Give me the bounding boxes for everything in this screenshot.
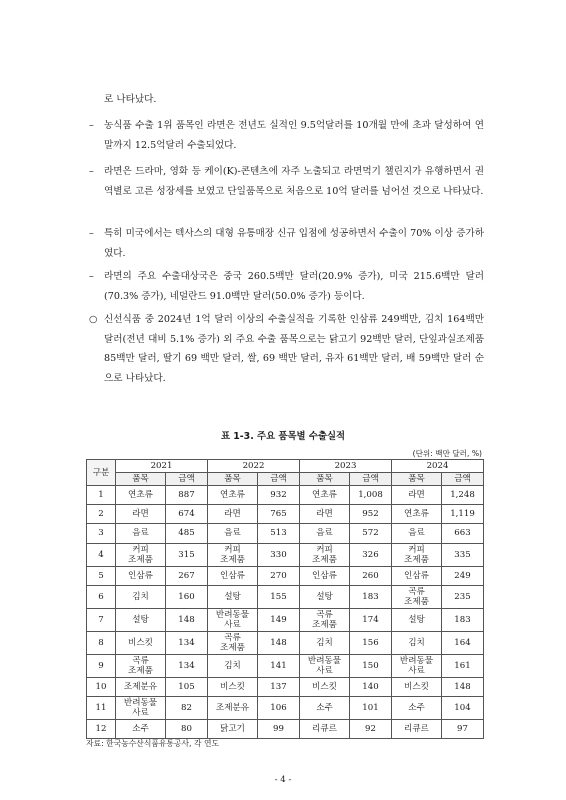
column-header-item: 품목 (116, 473, 166, 486)
amount-cell: 148 (442, 677, 484, 696)
dash-marker: – (89, 120, 94, 131)
table-row (87, 696, 484, 719)
rank-cell: 12 (87, 719, 116, 738)
rank-cell: 3 (87, 524, 116, 543)
amount-cell: 155 (258, 585, 300, 608)
paragraph-ramen-destinations: 라면의 주요 수출대상국은 중국 260.5백만 달러(20.9% 증가), 미국 215.6백만 달러(70.3% 증가), 네덜란드 91.0백만 달러(50.0% 증가) 등이다. (104, 271, 484, 302)
amount-cell: 174 (350, 608, 392, 631)
item-name-cell: 설탕 (116, 608, 166, 631)
amount-cell: 249 (442, 566, 484, 585)
item-name-cell: 리큐르 (300, 719, 350, 738)
amount-cell: 148 (166, 608, 208, 631)
item-name-cell: 라면 (392, 486, 442, 505)
item-name-cell: 설탕 (300, 585, 350, 608)
item-name-cell: 음료 (208, 524, 258, 543)
amount-cell: 134 (166, 654, 208, 677)
rank-cell: 2 (87, 505, 116, 524)
item-name-cell: 비스킷 (208, 677, 258, 696)
table-source: 자료: 한국농수산식품유통공사, 각 연도 (86, 739, 220, 748)
dash-marker: – (89, 271, 94, 282)
item-name-cell: 인삼류 (208, 566, 258, 585)
item-name-cell: 커피 조제품 (208, 543, 258, 566)
amount-cell: 104 (442, 696, 484, 719)
item-name-cell: 연초류 (208, 486, 258, 505)
amount-cell: 101 (350, 696, 392, 719)
table-row (87, 566, 484, 585)
item-name-cell: 닭고기 (208, 719, 258, 738)
amount-cell: 183 (350, 585, 392, 608)
circle-marker: ○ (89, 314, 98, 325)
rank-cell: 4 (87, 543, 116, 566)
amount-cell: 952 (350, 505, 392, 524)
rank-cell: 7 (87, 608, 116, 631)
rank-cell: 1 (87, 486, 116, 505)
item-name-cell: 소주 (300, 696, 350, 719)
amount-cell: 99 (258, 719, 300, 738)
table-body (87, 486, 484, 739)
amount-cell: 106 (258, 696, 300, 719)
column-header-amount: 금액 (258, 473, 300, 486)
column-header-amount: 금액 (166, 473, 208, 486)
amount-cell: 141 (258, 654, 300, 677)
amount-cell: 82 (166, 696, 208, 719)
amount-cell: 156 (350, 631, 392, 654)
item-name-cell: 설탕 (392, 608, 442, 631)
rank-cell: 9 (87, 654, 116, 677)
item-name-cell: 음료 (392, 524, 442, 543)
item-name-cell: 소주 (116, 719, 166, 738)
rank-cell: 5 (87, 566, 116, 585)
column-header-amount: 금액 (350, 473, 392, 486)
rank-cell: 6 (87, 585, 116, 608)
amount-cell: 134 (166, 631, 208, 654)
amount-cell: 80 (166, 719, 208, 738)
item-name-cell: 김치 (116, 585, 166, 608)
rank-cell: 11 (87, 696, 116, 719)
paragraph-continuation: 로 나타났다. (104, 94, 157, 105)
item-name-cell: 소주 (392, 696, 442, 719)
table-row (87, 654, 484, 677)
table-row (87, 631, 484, 654)
amount-cell: 161 (442, 654, 484, 677)
amount-cell: 572 (350, 524, 392, 543)
amount-cell: 765 (258, 505, 300, 524)
amount-cell: 1,008 (350, 486, 392, 505)
item-name-cell: 인삼류 (300, 566, 350, 585)
amount-cell: 315 (166, 543, 208, 566)
item-name-cell: 비스킷 (392, 677, 442, 696)
year-header: 2024 (392, 460, 484, 473)
amount-cell: 137 (258, 677, 300, 696)
amount-cell: 260 (350, 566, 392, 585)
item-name-cell: 김치 (392, 631, 442, 654)
amount-cell: 326 (350, 543, 392, 566)
item-name-cell: 반려동물 사료 (116, 696, 166, 719)
item-name-cell: 반려동물 사료 (392, 654, 442, 677)
rank-cell: 8 (87, 631, 116, 654)
item-name-cell: 인삼류 (116, 566, 166, 585)
rank-cell: 10 (87, 677, 116, 696)
item-name-cell: 인삼류 (392, 566, 442, 585)
item-name-cell: 커피 조제품 (392, 543, 442, 566)
table-unit: (단위: 백만 달러, %) (412, 449, 482, 458)
amount-cell: 330 (258, 543, 300, 566)
column-header-item: 품목 (300, 473, 350, 486)
amount-cell: 235 (442, 585, 484, 608)
column-header-item: 품목 (208, 473, 258, 486)
amount-cell: 105 (166, 677, 208, 696)
table-row (87, 486, 484, 505)
amount-cell: 148 (258, 631, 300, 654)
amount-cell: 335 (442, 543, 484, 566)
column-header-amount: 금액 (442, 473, 484, 486)
item-name-cell: 조제분유 (208, 696, 258, 719)
amount-cell: 1,119 (442, 505, 484, 524)
page-number: - 4 - (274, 775, 292, 785)
table-row (87, 543, 484, 566)
amount-cell: 513 (258, 524, 300, 543)
amount-cell: 932 (258, 486, 300, 505)
amount-cell: 267 (166, 566, 208, 585)
paragraph-ramen-export: 농식품 수출 1위 품목인 라면은 전년도 실적인 9.5억달러를 10개월 만에 초과 달성하여 연말까지 12.5억달러 수출되었다. (104, 120, 484, 151)
amount-cell: 887 (166, 486, 208, 505)
item-name-cell: 곡류 조제품 (208, 631, 258, 654)
table-corner-label: 구분 (87, 460, 116, 486)
item-name-cell: 비스킷 (116, 631, 166, 654)
paragraph-us-texas: 특히 미국에서는 텍사스의 대형 유통매장 신규 입점에 성공하면서 수출이 70% 이상 증가하였다. (104, 228, 484, 259)
column-header-item: 품목 (392, 473, 442, 486)
table-row (87, 677, 484, 696)
amount-cell: 1,248 (442, 486, 484, 505)
item-name-cell: 커피 조제품 (300, 543, 350, 566)
table-row (87, 524, 484, 543)
dash-marker: – (89, 228, 94, 239)
paragraph-ramen-kcontent: 라면은 드라마, 영화 등 케이(K)-콘텐츠에 자주 노출되고 라면먹기 챌린지가 유행하면서 권역별로 고른 성장세를 보였고 단일품목으로 처음으로 10억 달러를 넘어선 것으로 나타났다. (104, 166, 484, 197)
amount-cell: 663 (442, 524, 484, 543)
item-name-cell: 음료 (300, 524, 350, 543)
amount-cell: 97 (442, 719, 484, 738)
table-row (87, 608, 484, 631)
table-title: 표 1-3. 주요 품목별 수출실적 (220, 431, 346, 442)
item-name-cell: 라면 (300, 505, 350, 524)
dash-marker: – (89, 166, 94, 177)
year-header: 2022 (208, 460, 300, 473)
item-name-cell: 연초류 (116, 486, 166, 505)
item-name-cell: 라면 (116, 505, 166, 524)
item-name-cell: 곡류 조제품 (300, 608, 350, 631)
amount-cell: 270 (258, 566, 300, 585)
item-name-cell: 조제분유 (116, 677, 166, 696)
item-name-cell: 연초류 (392, 505, 442, 524)
item-name-cell: 반려동물 사료 (300, 654, 350, 677)
amount-cell: 92 (350, 719, 392, 738)
amount-cell: 164 (442, 631, 484, 654)
amount-cell: 674 (166, 505, 208, 524)
paragraph-fresh-food: 신선식품 중 2024년 1억 달러 이상의 수출실적을 기록한 인삼류 249백만, 김치 164백만 달러(전년 대비 5.1% 증가) 외 주요 수출 품목으로는 닭고기 92백만 달러, 단잎과실조제품 85백만 달러, 딸기 69 백만 달러, 쌀, 69 백만 달러, 유자 61백만 달러, 배 59백만 달러 순으로 나타났다. (104, 314, 484, 384)
amount-cell: 160 (166, 585, 208, 608)
amount-cell: 140 (350, 677, 392, 696)
item-name-cell: 라면 (208, 505, 258, 524)
item-name-cell: 커피 조제품 (116, 543, 166, 566)
item-name-cell: 반려동물 사료 (208, 608, 258, 631)
table-row (87, 585, 484, 608)
item-name-cell: 곡류 조제품 (116, 654, 166, 677)
export-table (86, 459, 484, 739)
table-row (87, 719, 484, 738)
year-header: 2021 (116, 460, 208, 473)
amount-cell: 149 (258, 608, 300, 631)
table-row (87, 505, 484, 524)
year-header: 2023 (300, 460, 392, 473)
item-name-cell: 설탕 (208, 585, 258, 608)
amount-cell: 183 (442, 608, 484, 631)
item-name-cell: 리큐르 (392, 719, 442, 738)
amount-cell: 485 (166, 524, 208, 543)
item-name-cell: 음료 (116, 524, 166, 543)
item-name-cell: 김치 (208, 654, 258, 677)
amount-cell: 150 (350, 654, 392, 677)
item-name-cell: 곡류 조제품 (392, 585, 442, 608)
item-name-cell: 연초류 (300, 486, 350, 505)
item-name-cell: 비스킷 (300, 677, 350, 696)
item-name-cell: 김치 (300, 631, 350, 654)
